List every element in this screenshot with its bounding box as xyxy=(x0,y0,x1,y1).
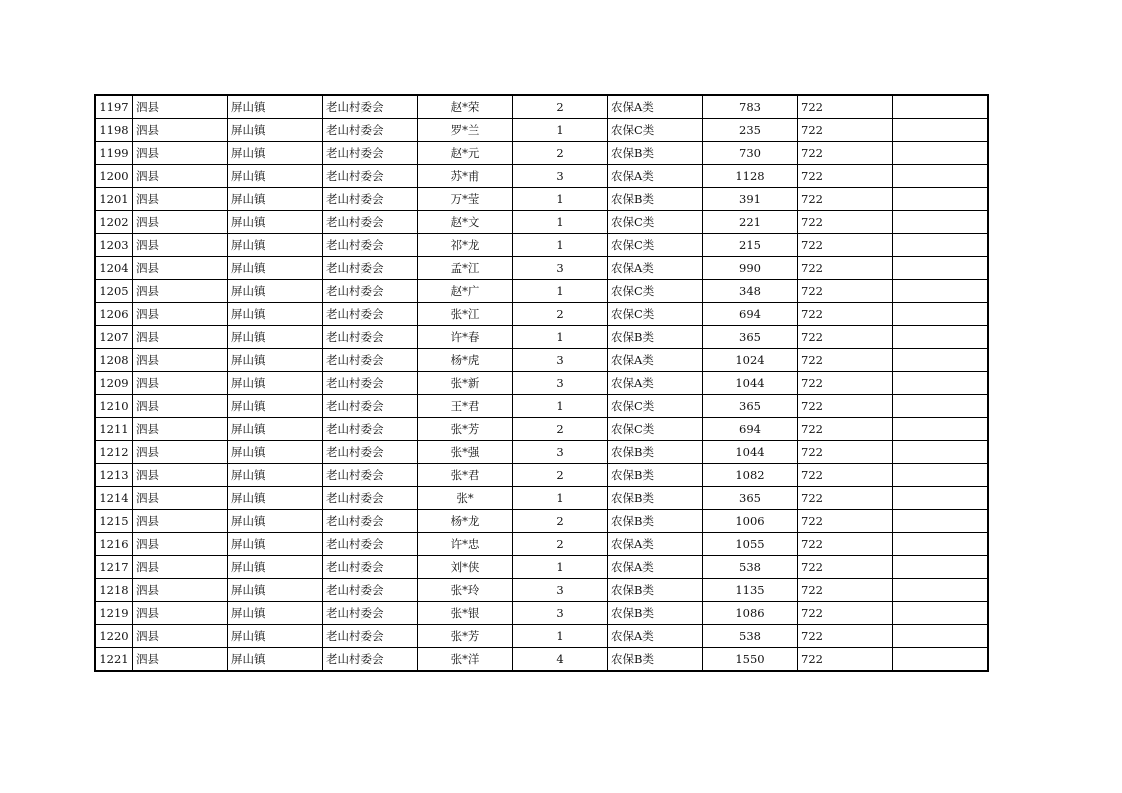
county-cell: 泗县 xyxy=(133,487,228,510)
remark-cell xyxy=(893,533,989,556)
village-committee-cell: 老山村委会 xyxy=(323,602,418,625)
remark-cell xyxy=(893,326,989,349)
insurance-category-cell: 农保C类 xyxy=(608,418,703,441)
row-number-cell: 1205 xyxy=(95,280,133,303)
remark-cell xyxy=(893,464,989,487)
town-cell: 屏山镇 xyxy=(228,464,323,487)
row-number-cell: 1219 xyxy=(95,602,133,625)
standard-cell: 722 xyxy=(798,211,893,234)
standard-cell: 722 xyxy=(798,579,893,602)
remark-cell xyxy=(893,211,989,234)
insurance-category-cell: 农保B类 xyxy=(608,441,703,464)
insurance-category-cell: 农保B类 xyxy=(608,464,703,487)
household-size-cell: 3 xyxy=(513,579,608,602)
remark-cell xyxy=(893,579,989,602)
county-cell: 泗县 xyxy=(133,326,228,349)
town-cell: 屏山镇 xyxy=(228,579,323,602)
household-size-cell: 2 xyxy=(513,303,608,326)
household-head-name-cell: 罗*兰 xyxy=(418,119,513,142)
table-row xyxy=(95,326,988,349)
county-cell: 泗县 xyxy=(133,95,228,119)
village-committee-cell: 老山村委会 xyxy=(323,372,418,395)
amount-cell: 391 xyxy=(703,188,798,211)
county-cell: 泗县 xyxy=(133,556,228,579)
county-cell: 泗县 xyxy=(133,119,228,142)
amount-cell: 538 xyxy=(703,556,798,579)
town-cell: 屏山镇 xyxy=(228,119,323,142)
household-size-cell: 2 xyxy=(513,510,608,533)
remark-cell xyxy=(893,602,989,625)
amount-cell: 1006 xyxy=(703,510,798,533)
insurance-category-cell: 农保C类 xyxy=(608,280,703,303)
household-size-cell: 1 xyxy=(513,234,608,257)
standard-cell: 722 xyxy=(798,326,893,349)
household-size-cell: 2 xyxy=(513,533,608,556)
county-cell: 泗县 xyxy=(133,395,228,418)
standard-cell: 722 xyxy=(798,418,893,441)
town-cell: 屏山镇 xyxy=(228,165,323,188)
household-size-cell: 1 xyxy=(513,119,608,142)
row-number-cell: 1207 xyxy=(95,326,133,349)
household-head-name-cell: 王*君 xyxy=(418,395,513,418)
amount-cell: 1024 xyxy=(703,349,798,372)
table-row xyxy=(95,602,988,625)
amount-cell: 1082 xyxy=(703,464,798,487)
household-size-cell: 3 xyxy=(513,165,608,188)
village-committee-cell: 老山村委会 xyxy=(323,349,418,372)
remark-cell xyxy=(893,625,989,648)
amount-cell: 1055 xyxy=(703,533,798,556)
row-number-cell: 1200 xyxy=(95,165,133,188)
row-number-cell: 1221 xyxy=(95,648,133,672)
insurance-category-cell: 农保A类 xyxy=(608,533,703,556)
insurance-category-cell: 农保B类 xyxy=(608,579,703,602)
row-number-cell: 1210 xyxy=(95,395,133,418)
village-committee-cell: 老山村委会 xyxy=(323,533,418,556)
household-size-cell: 3 xyxy=(513,257,608,280)
standard-cell: 722 xyxy=(798,533,893,556)
insurance-category-cell: 农保B类 xyxy=(608,602,703,625)
row-number-cell: 1212 xyxy=(95,441,133,464)
town-cell: 屏山镇 xyxy=(228,280,323,303)
household-head-name-cell: 万*莹 xyxy=(418,188,513,211)
standard-cell: 722 xyxy=(798,625,893,648)
table-row xyxy=(95,418,988,441)
household-size-cell: 1 xyxy=(513,395,608,418)
insurance-category-cell: 农保B类 xyxy=(608,326,703,349)
remark-cell xyxy=(893,257,989,280)
insurance-category-cell: 农保A类 xyxy=(608,349,703,372)
insurance-category-cell: 农保B类 xyxy=(608,142,703,165)
standard-cell: 722 xyxy=(798,95,893,119)
remark-cell xyxy=(893,418,989,441)
amount-cell: 694 xyxy=(703,418,798,441)
household-head-name-cell: 张*新 xyxy=(418,372,513,395)
remark-cell xyxy=(893,142,989,165)
insurance-category-cell: 农保C类 xyxy=(608,234,703,257)
village-committee-cell: 老山村委会 xyxy=(323,326,418,349)
insurance-category-cell: 农保A类 xyxy=(608,95,703,119)
household-head-name-cell: 张*芳 xyxy=(418,625,513,648)
town-cell: 屏山镇 xyxy=(228,234,323,257)
amount-cell: 1135 xyxy=(703,579,798,602)
insurance-category-cell: 农保C类 xyxy=(608,119,703,142)
village-committee-cell: 老山村委会 xyxy=(323,464,418,487)
table-row xyxy=(95,142,988,165)
county-cell: 泗县 xyxy=(133,303,228,326)
town-cell: 屏山镇 xyxy=(228,257,323,280)
town-cell: 屏山镇 xyxy=(228,418,323,441)
row-number-cell: 1209 xyxy=(95,372,133,395)
row-number-cell: 1217 xyxy=(95,556,133,579)
village-committee-cell: 老山村委会 xyxy=(323,487,418,510)
county-cell: 泗县 xyxy=(133,648,228,672)
town-cell: 屏山镇 xyxy=(228,441,323,464)
insurance-category-cell: 农保B类 xyxy=(608,648,703,672)
standard-cell: 722 xyxy=(798,303,893,326)
county-cell: 泗县 xyxy=(133,441,228,464)
amount-cell: 365 xyxy=(703,326,798,349)
household-head-name-cell: 赵*广 xyxy=(418,280,513,303)
remark-cell xyxy=(893,395,989,418)
amount-cell: 538 xyxy=(703,625,798,648)
remark-cell xyxy=(893,372,989,395)
town-cell: 屏山镇 xyxy=(228,188,323,211)
household-size-cell: 1 xyxy=(513,487,608,510)
table-row xyxy=(95,533,988,556)
amount-cell: 215 xyxy=(703,234,798,257)
household-size-cell: 2 xyxy=(513,418,608,441)
amount-cell: 730 xyxy=(703,142,798,165)
row-number-cell: 1220 xyxy=(95,625,133,648)
town-cell: 屏山镇 xyxy=(228,648,323,672)
town-cell: 屏山镇 xyxy=(228,395,323,418)
insurance-category-cell: 农保A类 xyxy=(608,372,703,395)
town-cell: 屏山镇 xyxy=(228,625,323,648)
remark-cell xyxy=(893,556,989,579)
remark-cell xyxy=(893,119,989,142)
insurance-category-cell: 农保C类 xyxy=(608,395,703,418)
amount-cell: 365 xyxy=(703,395,798,418)
county-cell: 泗县 xyxy=(133,372,228,395)
standard-cell: 722 xyxy=(798,602,893,625)
table-row xyxy=(95,188,988,211)
standard-cell: 722 xyxy=(798,556,893,579)
insurance-category-cell: 农保A类 xyxy=(608,165,703,188)
household-size-cell: 3 xyxy=(513,349,608,372)
standard-cell: 722 xyxy=(798,349,893,372)
village-committee-cell: 老山村委会 xyxy=(323,257,418,280)
table-row xyxy=(95,95,988,119)
standard-cell: 722 xyxy=(798,119,893,142)
village-committee-cell: 老山村委会 xyxy=(323,441,418,464)
household-size-cell: 2 xyxy=(513,464,608,487)
county-cell: 泗县 xyxy=(133,257,228,280)
standard-cell: 722 xyxy=(798,257,893,280)
remark-cell xyxy=(893,165,989,188)
household-size-cell: 1 xyxy=(513,280,608,303)
table-row xyxy=(95,303,988,326)
remark-cell xyxy=(893,234,989,257)
village-committee-cell: 老山村委会 xyxy=(323,556,418,579)
standard-cell: 722 xyxy=(798,234,893,257)
household-head-name-cell: 张* xyxy=(418,487,513,510)
insurance-category-cell: 农保B类 xyxy=(608,487,703,510)
household-size-cell: 1 xyxy=(513,326,608,349)
roster-body xyxy=(95,95,988,671)
row-number-cell: 1213 xyxy=(95,464,133,487)
county-cell: 泗县 xyxy=(133,211,228,234)
standard-cell: 722 xyxy=(798,188,893,211)
village-committee-cell: 老山村委会 xyxy=(323,119,418,142)
county-cell: 泗县 xyxy=(133,464,228,487)
remark-cell xyxy=(893,510,989,533)
amount-cell: 990 xyxy=(703,257,798,280)
standard-cell: 722 xyxy=(798,648,893,672)
amount-cell: 783 xyxy=(703,95,798,119)
household-head-name-cell: 苏*甫 xyxy=(418,165,513,188)
table-row xyxy=(95,211,988,234)
town-cell: 屏山镇 xyxy=(228,372,323,395)
insurance-category-cell: 农保A类 xyxy=(608,625,703,648)
county-cell: 泗县 xyxy=(133,188,228,211)
table-row xyxy=(95,625,988,648)
remark-cell xyxy=(893,188,989,211)
county-cell: 泗县 xyxy=(133,579,228,602)
standard-cell: 722 xyxy=(798,280,893,303)
town-cell: 屏山镇 xyxy=(228,349,323,372)
household-size-cell: 3 xyxy=(513,441,608,464)
county-cell: 泗县 xyxy=(133,142,228,165)
insurance-category-cell: 农保C类 xyxy=(608,211,703,234)
village-committee-cell: 老山村委会 xyxy=(323,165,418,188)
village-committee-cell: 老山村委会 xyxy=(323,234,418,257)
amount-cell: 1044 xyxy=(703,441,798,464)
table-row xyxy=(95,234,988,257)
standard-cell: 722 xyxy=(798,441,893,464)
village-committee-cell: 老山村委会 xyxy=(323,95,418,119)
amount-cell: 348 xyxy=(703,280,798,303)
county-cell: 泗县 xyxy=(133,165,228,188)
remark-cell xyxy=(893,349,989,372)
row-number-cell: 1206 xyxy=(95,303,133,326)
table-row xyxy=(95,395,988,418)
household-head-name-cell: 许*春 xyxy=(418,326,513,349)
row-number-cell: 1199 xyxy=(95,142,133,165)
village-committee-cell: 老山村委会 xyxy=(323,303,418,326)
standard-cell: 722 xyxy=(798,395,893,418)
town-cell: 屏山镇 xyxy=(228,556,323,579)
standard-cell: 722 xyxy=(798,165,893,188)
standard-cell: 722 xyxy=(798,142,893,165)
amount-cell: 365 xyxy=(703,487,798,510)
amount-cell: 1086 xyxy=(703,602,798,625)
table-row xyxy=(95,119,988,142)
table-row xyxy=(95,165,988,188)
insurance-category-cell: 农保A类 xyxy=(608,556,703,579)
insurance-category-cell: 农保C类 xyxy=(608,303,703,326)
amount-cell: 694 xyxy=(703,303,798,326)
standard-cell: 722 xyxy=(798,510,893,533)
remark-cell xyxy=(893,95,989,119)
table-row xyxy=(95,556,988,579)
household-size-cell: 1 xyxy=(513,625,608,648)
village-committee-cell: 老山村委会 xyxy=(323,510,418,533)
household-head-name-cell: 张*芳 xyxy=(418,418,513,441)
household-head-name-cell: 杨*龙 xyxy=(418,510,513,533)
relief-roster-table xyxy=(94,94,989,672)
town-cell: 屏山镇 xyxy=(228,326,323,349)
row-number-cell: 1204 xyxy=(95,257,133,280)
household-size-cell: 1 xyxy=(513,188,608,211)
county-cell: 泗县 xyxy=(133,349,228,372)
amount-cell: 1128 xyxy=(703,165,798,188)
amount-cell: 1550 xyxy=(703,648,798,672)
insurance-category-cell: 农保A类 xyxy=(608,257,703,280)
county-cell: 泗县 xyxy=(133,602,228,625)
table-row xyxy=(95,372,988,395)
standard-cell: 722 xyxy=(798,487,893,510)
village-committee-cell: 老山村委会 xyxy=(323,625,418,648)
county-cell: 泗县 xyxy=(133,625,228,648)
remark-cell xyxy=(893,280,989,303)
row-number-cell: 1198 xyxy=(95,119,133,142)
household-head-name-cell: 许*忠 xyxy=(418,533,513,556)
amount-cell: 221 xyxy=(703,211,798,234)
village-committee-cell: 老山村委会 xyxy=(323,418,418,441)
household-head-name-cell: 孟*江 xyxy=(418,257,513,280)
village-committee-cell: 老山村委会 xyxy=(323,395,418,418)
row-number-cell: 1202 xyxy=(95,211,133,234)
remark-cell xyxy=(893,487,989,510)
village-committee-cell: 老山村委会 xyxy=(323,142,418,165)
household-head-name-cell: 张*洋 xyxy=(418,648,513,672)
row-number-cell: 1197 xyxy=(95,95,133,119)
household-head-name-cell: 张*君 xyxy=(418,464,513,487)
household-head-name-cell: 张*强 xyxy=(418,441,513,464)
town-cell: 屏山镇 xyxy=(228,211,323,234)
household-size-cell: 2 xyxy=(513,142,608,165)
table-row xyxy=(95,280,988,303)
insurance-category-cell: 农保B类 xyxy=(608,188,703,211)
table-row xyxy=(95,648,988,672)
county-cell: 泗县 xyxy=(133,510,228,533)
household-head-name-cell: 张*银 xyxy=(418,602,513,625)
county-cell: 泗县 xyxy=(133,418,228,441)
standard-cell: 722 xyxy=(798,464,893,487)
town-cell: 屏山镇 xyxy=(228,95,323,119)
table-row xyxy=(95,441,988,464)
household-size-cell: 4 xyxy=(513,648,608,672)
household-head-name-cell: 刘*侠 xyxy=(418,556,513,579)
household-head-name-cell: 祁*龙 xyxy=(418,234,513,257)
county-cell: 泗县 xyxy=(133,234,228,257)
town-cell: 屏山镇 xyxy=(228,142,323,165)
town-cell: 屏山镇 xyxy=(228,510,323,533)
row-number-cell: 1211 xyxy=(95,418,133,441)
county-cell: 泗县 xyxy=(133,533,228,556)
table-row xyxy=(95,510,988,533)
household-head-name-cell: 张*玲 xyxy=(418,579,513,602)
village-committee-cell: 老山村委会 xyxy=(323,648,418,672)
household-head-name-cell: 赵*荣 xyxy=(418,95,513,119)
town-cell: 屏山镇 xyxy=(228,487,323,510)
table-row xyxy=(95,349,988,372)
town-cell: 屏山镇 xyxy=(228,303,323,326)
amount-cell: 235 xyxy=(703,119,798,142)
household-head-name-cell: 张*江 xyxy=(418,303,513,326)
table-row xyxy=(95,257,988,280)
village-committee-cell: 老山村委会 xyxy=(323,188,418,211)
county-cell: 泗县 xyxy=(133,280,228,303)
row-number-cell: 1215 xyxy=(95,510,133,533)
village-committee-cell: 老山村委会 xyxy=(323,280,418,303)
household-head-name-cell: 赵*元 xyxy=(418,142,513,165)
table-row xyxy=(95,579,988,602)
amount-cell: 1044 xyxy=(703,372,798,395)
household-head-name-cell: 杨*虎 xyxy=(418,349,513,372)
remark-cell xyxy=(893,441,989,464)
row-number-cell: 1218 xyxy=(95,579,133,602)
remark-cell xyxy=(893,648,989,672)
insurance-category-cell: 农保B类 xyxy=(608,510,703,533)
table-row xyxy=(95,464,988,487)
household-head-name-cell: 赵*文 xyxy=(418,211,513,234)
standard-cell: 722 xyxy=(798,372,893,395)
remark-cell xyxy=(893,303,989,326)
household-size-cell: 1 xyxy=(513,556,608,579)
household-size-cell: 3 xyxy=(513,372,608,395)
village-committee-cell: 老山村委会 xyxy=(323,579,418,602)
household-size-cell: 2 xyxy=(513,95,608,119)
household-size-cell: 1 xyxy=(513,211,608,234)
row-number-cell: 1216 xyxy=(95,533,133,556)
table-row xyxy=(95,487,988,510)
row-number-cell: 1208 xyxy=(95,349,133,372)
row-number-cell: 1214 xyxy=(95,487,133,510)
town-cell: 屏山镇 xyxy=(228,533,323,556)
village-committee-cell: 老山村委会 xyxy=(323,211,418,234)
household-size-cell: 3 xyxy=(513,602,608,625)
row-number-cell: 1203 xyxy=(95,234,133,257)
row-number-cell: 1201 xyxy=(95,188,133,211)
town-cell: 屏山镇 xyxy=(228,602,323,625)
